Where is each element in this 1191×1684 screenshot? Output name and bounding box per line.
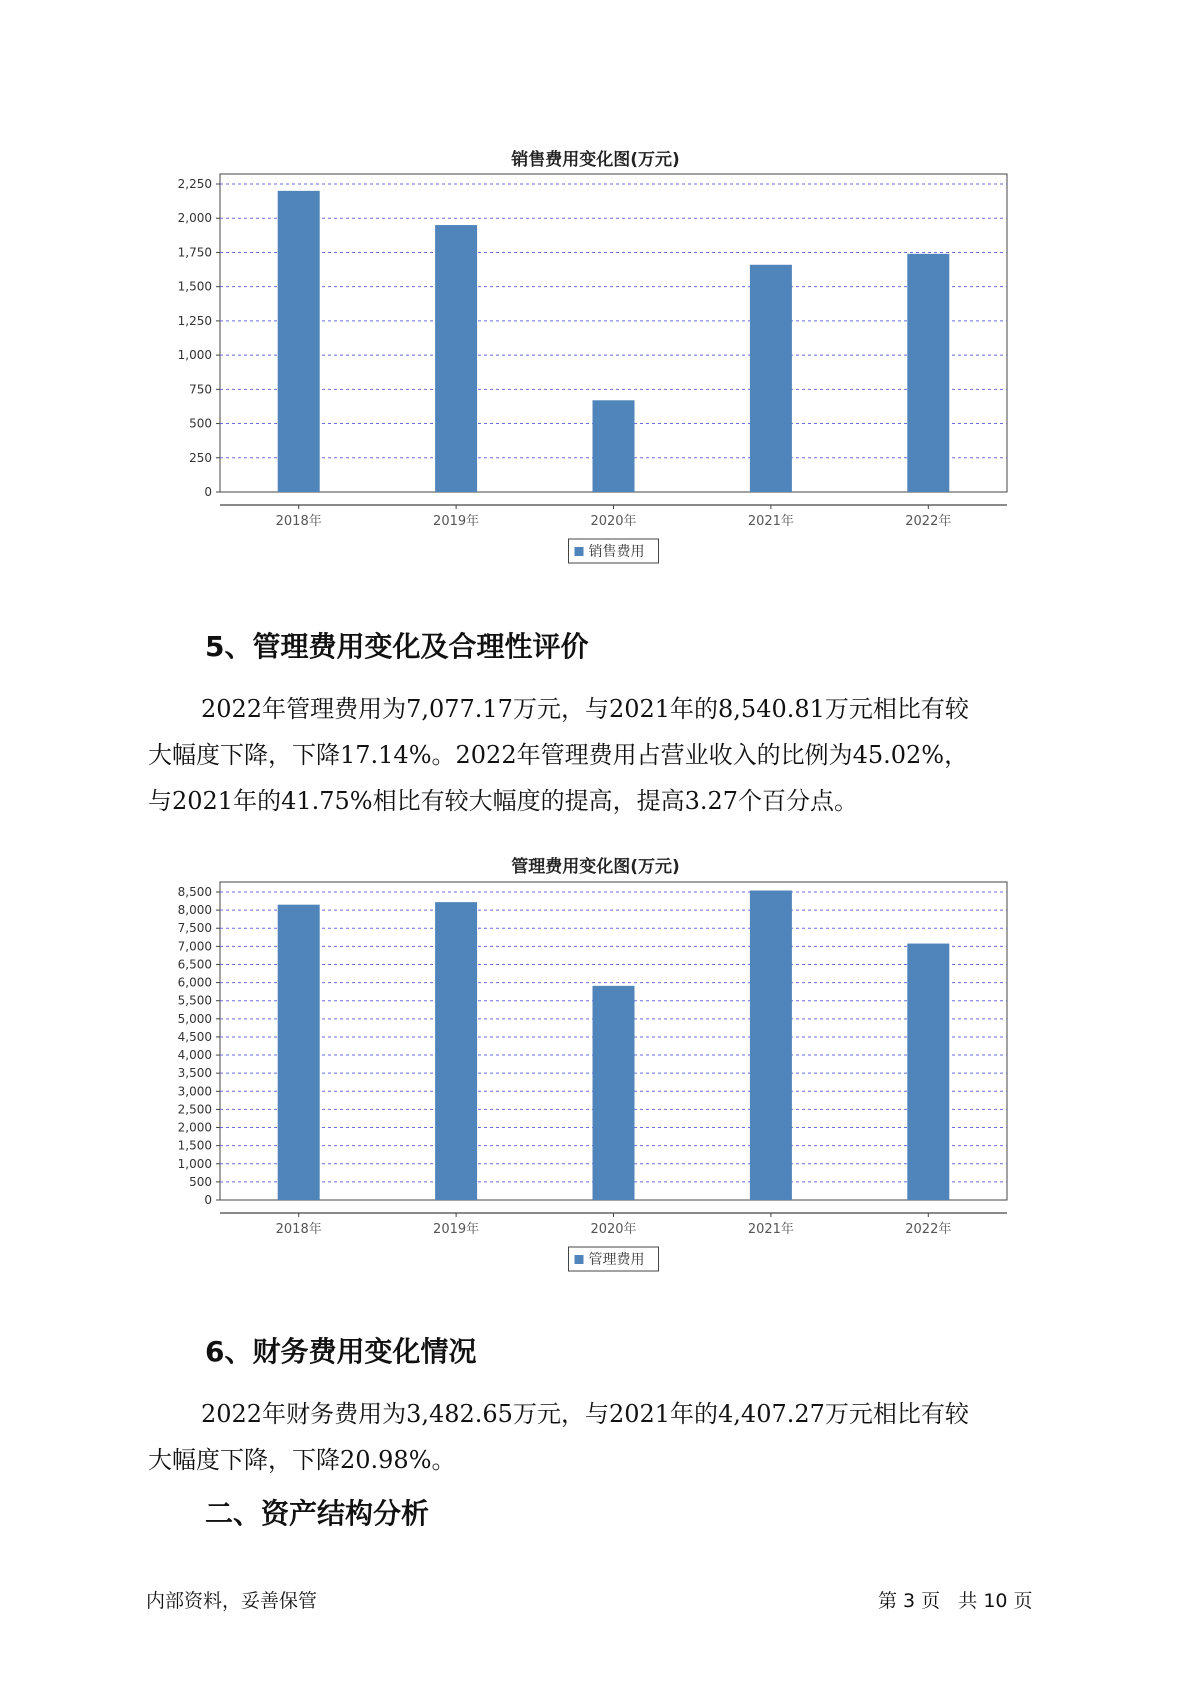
y-tick-label: 7,500 [177, 921, 212, 936]
legend-swatch [575, 547, 584, 556]
mgmt-line: 大幅度下降，下降17.14%。2022年管理费用占营业收入的比例为45.02%， [148, 741, 969, 769]
x-tick-label: 2019年 [433, 514, 480, 529]
section-heading-finance: 6、财务费用变化情况 [205, 1335, 477, 1368]
legend-swatch [575, 1255, 584, 1264]
mgmt-line: 与2021年的41.75%相比有较大幅度的提高，提高3.27个百分点。 [148, 787, 859, 815]
section-heading-assets: 二、资产结构分析 [205, 1497, 430, 1530]
x-tick-label: 2018年 [275, 514, 322, 529]
bar [593, 986, 635, 1200]
legend-label: 管理费用 [588, 1252, 645, 1268]
y-tick-label: 8,000 [177, 903, 212, 918]
x-tick-label: 2018年 [275, 1222, 322, 1237]
x-tick-label: 2022年 [905, 1222, 952, 1237]
y-tick-label: 1,000 [177, 348, 212, 363]
bar [435, 225, 477, 492]
y-tick-label: 250 [189, 450, 212, 465]
y-tick-label: 500 [189, 416, 212, 431]
y-tick-label: 2,250 [177, 177, 212, 191]
bar [278, 191, 320, 492]
x-tick-label: 2021年 [747, 514, 794, 529]
y-tick-label: 3,000 [177, 1084, 212, 1099]
y-tick-label: 6,500 [177, 957, 212, 972]
y-tick-label: 750 [189, 382, 212, 397]
x-tick-label: 2020年 [590, 514, 637, 529]
y-tick-label: 8,500 [177, 885, 212, 899]
mgmt-paragraph [148, 686, 1048, 824]
y-tick-label: 2,000 [177, 1120, 212, 1135]
mgmt-line: 2022年管理费用为7,077.17万元，与2021年的8,540.81万元相比有较 [201, 695, 969, 723]
bar [435, 902, 477, 1200]
y-tick-label: 5,000 [177, 1011, 212, 1026]
x-tick-label: 2021年 [747, 1222, 794, 1237]
finance-line: 大幅度下降，下降20.98%。 [148, 1446, 456, 1474]
bar [907, 254, 949, 492]
finance-paragraph [148, 1391, 1048, 1483]
y-tick-label: 3,500 [177, 1066, 212, 1081]
bar [750, 891, 792, 1200]
y-tick-label: 1,500 [177, 279, 212, 294]
y-tick-label: 0 [204, 485, 212, 499]
sales-expense-chart [140, 170, 1040, 590]
legend [569, 1247, 659, 1271]
bar [750, 265, 792, 492]
bar [593, 400, 635, 492]
y-tick-label: 7,000 [177, 939, 212, 954]
x-tick-label: 2022年 [905, 514, 952, 529]
mgmt-chart-title: 管理费用变化图(万元) [511, 857, 680, 877]
finance-line: 2022年财务费用为3,482.65万元，与2021年的4,407.27万元相比有较 [201, 1400, 969, 1428]
legend [569, 539, 659, 563]
bar [907, 944, 949, 1200]
y-tick-label: 1,500 [177, 1138, 212, 1153]
x-tick-label: 2019年 [433, 1222, 480, 1237]
page-number-text: 第 3 页 共 10 页 [878, 1590, 1033, 1612]
footer-page-number [878, 1586, 1033, 1613]
y-tick-label: 2,000 [177, 211, 212, 226]
bar [278, 905, 320, 1200]
section-heading-mgmt: 5、管理费用变化及合理性评价 [205, 630, 589, 663]
y-tick-label: 6,000 [177, 975, 212, 990]
y-tick-label: 2,500 [177, 1102, 212, 1117]
y-tick-label: 4,500 [177, 1029, 212, 1044]
y-tick-label: 5,500 [177, 993, 212, 1008]
y-tick-label: 4,000 [177, 1048, 212, 1063]
x-tick-label: 2020年 [590, 1222, 637, 1237]
y-tick-label: 1,250 [177, 313, 212, 328]
sales-chart-title: 销售费用变化图(万元) [511, 150, 680, 170]
footer-confidential: 内部资料，妥善保管 [146, 1590, 318, 1612]
y-tick-label: 1,000 [177, 1156, 212, 1171]
y-tick-label: 0 [204, 1193, 212, 1207]
y-tick-label: 500 [189, 1174, 212, 1189]
y-tick-label: 1,750 [177, 245, 212, 260]
legend-label: 销售费用 [588, 544, 645, 560]
mgmt-expense-chart [140, 878, 1040, 1298]
